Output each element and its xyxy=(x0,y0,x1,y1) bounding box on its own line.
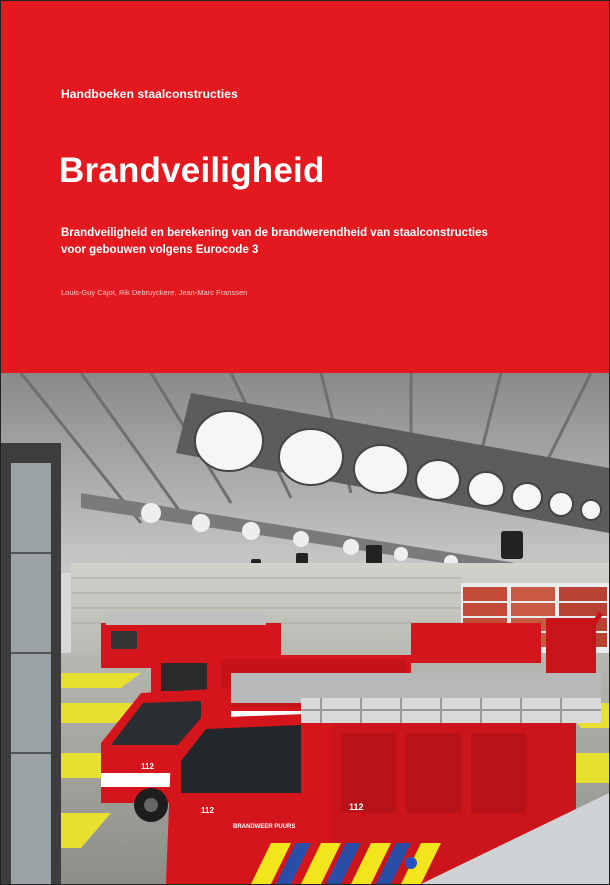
truck-front-number: 112 xyxy=(201,806,214,815)
book-title: Brandveiligheid xyxy=(59,151,325,190)
book-subtitle xyxy=(61,225,581,259)
blue-light xyxy=(405,857,417,869)
subtitle-line-2: voor gebouwen volgens Eurocode 3 xyxy=(61,244,259,256)
left-door-glass xyxy=(11,463,51,884)
cover-title-panel xyxy=(1,1,609,373)
book-authors: Louis-Guy Cajot, Rik Debruyckere, Jean-Marc Franssen xyxy=(61,288,248,297)
truck-front-number-side: 112 xyxy=(349,802,364,812)
truck-left-number: 112 xyxy=(141,762,154,771)
cover-photo-fire-station xyxy=(1,373,609,884)
truck-front-side-text: BRANDWEER PUURS xyxy=(233,824,296,830)
series-title: Handboeken staalconstructies xyxy=(61,87,238,101)
subtitle-line-1: Brandveiligheid en berekening van de brandwerendheid van staalconstructies xyxy=(61,227,488,239)
